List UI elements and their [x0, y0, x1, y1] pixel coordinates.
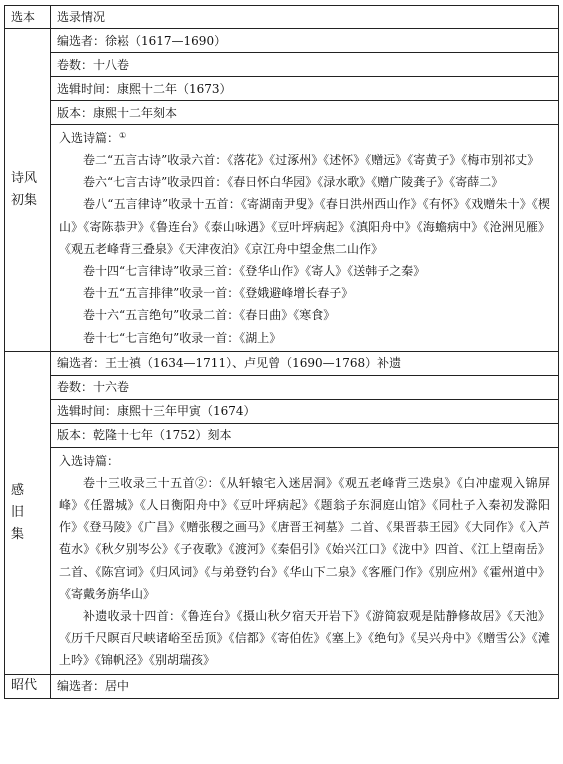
header-col-details: 选录情况 — [51, 6, 559, 29]
selection-label: 入选诗篇： — [59, 453, 120, 468]
selection-label: 入选诗篇： — [59, 131, 120, 145]
collection-1-volumes-row — [5, 53, 559, 77]
collection-3-editor-row — [5, 674, 559, 698]
collection-3-editor: 编选者：居中 — [51, 674, 559, 698]
collection-3-name — [5, 674, 51, 698]
collection-2-editor-row — [5, 351, 559, 375]
header-row — [5, 6, 559, 29]
collection-2-date-row — [5, 399, 559, 423]
collection-2-edition: 版本：乾隆十七年（1752）刻本 — [51, 423, 559, 447]
collection-1-volumes: 卷数：十八卷 — [51, 53, 559, 77]
selection-paragraph: 卷八“五言律诗”收录十五首：《寄湖南尹叟》《春日洪州西山作》《有怀》《戏赠朱十》《楔山》《寄陈恭尹》《鲁连台》《泰山咏遇》《豆叶坪病起》《滇阳舟中》《海蟾病中》《沧洲见雁》《观五老峰背三叠泉》《天津夜泊》《京江舟中望金焦二山作》 — [59, 197, 550, 256]
collection-1-edition: 版本：康熙十二年刻本 — [51, 101, 559, 125]
collection-2-name — [5, 351, 51, 674]
collection-name-line: 昭代 — [11, 678, 38, 694]
collection-2-volumes: 卷数：十六卷 — [51, 375, 559, 399]
collection-2-selection-row — [5, 447, 559, 674]
collection-2-editor: 编选者：王士禛（1634—1711）、卢见曾（1690—1768）补遗 — [51, 351, 559, 375]
collection-name-line: 集 — [11, 526, 25, 542]
collection-1-edition-row — [5, 101, 559, 125]
collection-2-edition-row — [5, 423, 559, 447]
collection-1-date: 选辑时间：康熙十二年（1673） — [51, 77, 559, 101]
collection-name-line: 旧 — [11, 504, 25, 520]
header-col-collection: 选本 — [5, 6, 51, 29]
selection-paragraph: 卷十三收录三十五首②：《从轩辕宅入迷居洞》《观五老峰背三迭泉》《白冲虚观入锦屏峰》《任嚣城》《人日衡阳舟中》《豆叶坪病起》《题翁子东洞庭山馆》《同杜子入秦初发滁阳作》《登马陵》《广昌》《赠张稷之画马》《唐晋王祠墓》二首、《果晋恭王园》《大同作》《入芦苞水》《秋夕别岑公》《子夜歌》《渡河》《秦侣引》《始兴江口》《泷中》四首、《江上望南岳》二首、《陈宫词》《归风词》《与弟登钓台》《华山下二泉》《客雁门作》《别应州》《霍州道中》《寄戴务旃华山》 — [59, 475, 550, 601]
collection-name-line: 感 — [11, 482, 25, 498]
selection-paragraph: 补遗收录十四首：《鲁连台》《摄山秋夕宿天开岩下》《游简寂观是陆静修故居》《天池》《历千尺瞑百尺峡诸峪至岳顶》《信都》《寄伯佐》《塞上》《绝句》《吴兴舟中》《赠雪公》《滩上吟》《锦帆泾》《别胡瑞孩》 — [59, 609, 550, 668]
footnote-marker: ① — [119, 131, 127, 140]
collection-name-line: 初集 — [11, 192, 38, 208]
collection-1-name — [5, 29, 51, 352]
selection-paragraph: 卷二“五言古诗”收录六首：《落花》《过涿州》《述怀》《赠远》《寄黄子》《梅市别祁丈》 — [83, 153, 540, 167]
collection-1-editor: 编选者：徐崧（1617—1690） — [51, 29, 559, 53]
selection-paragraph: 卷十六“五言绝句”收录二首：《春日曲》《寒食》 — [83, 308, 336, 323]
selection-paragraph: 卷六“七言古诗”收录四首：《春日怀白华园》《渌水歌》《赠广陵龚子》《寄薛二》 — [83, 175, 504, 190]
collection-2-date: 选辑时间：康熙十三年甲寅（1674） — [51, 399, 559, 423]
collection-2-selection — [51, 447, 559, 674]
selection-paragraph: 卷十五“五言排律”收录一首：《登娥避峰增长春子》 — [83, 286, 354, 301]
collection-1-editor-row — [5, 29, 559, 53]
collection-1-selection — [51, 125, 559, 352]
selection-paragraph: 卷十四“七言律诗”收录三首：《登华山作》《寄人》《送韩子之秦》 — [83, 264, 426, 279]
collection-name-line: 诗风 — [11, 170, 38, 186]
collection-1-selection-row — [5, 125, 559, 352]
selection-paragraph: 卷十七“七言绝句”收录一首：《湖上》 — [83, 330, 282, 345]
collection-1-date-row — [5, 77, 559, 101]
selection-table — [4, 5, 559, 699]
collection-2-volumes-row — [5, 375, 559, 399]
